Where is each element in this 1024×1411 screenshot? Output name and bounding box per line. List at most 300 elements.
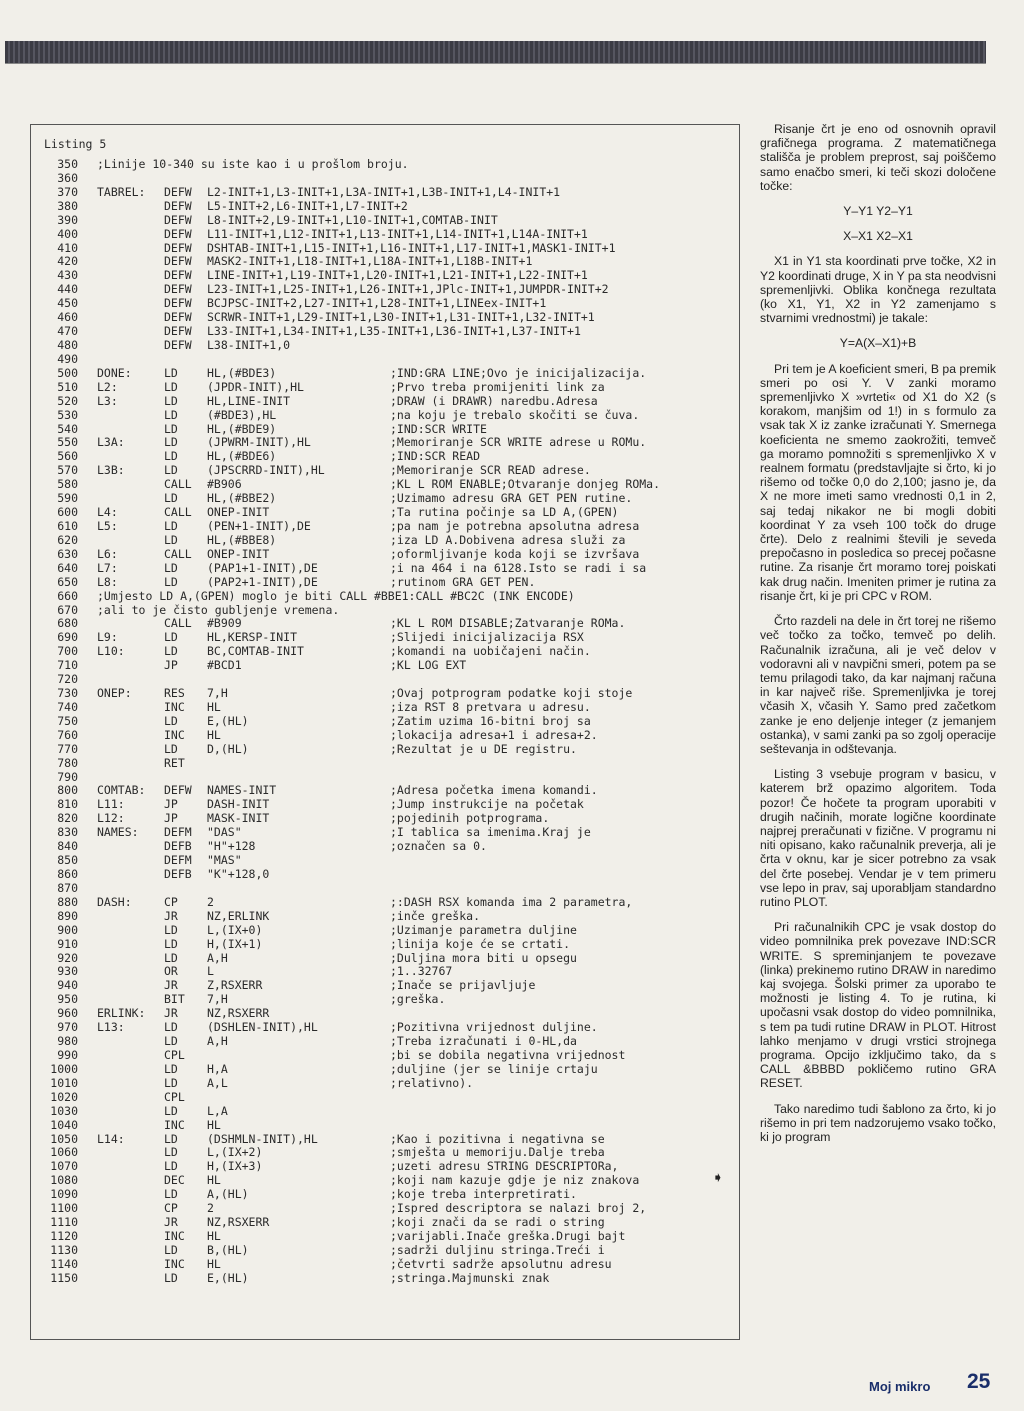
code-comment: ;Jump instrukcije na početak [390, 797, 584, 812]
code-operand: L,(IX+2) [207, 1145, 263, 1160]
code-operand: L,(IX+0) [207, 922, 263, 937]
code-line [40, 505, 740, 519]
code-opcode: JP [164, 797, 178, 812]
code-opcode: DEFM [164, 825, 192, 840]
line-number: 1080 [50, 1173, 78, 1188]
code-opcode: LD [164, 741, 178, 756]
code-opcode: DEFW [164, 783, 192, 798]
code-operand: (JPSCRRD-INIT),HL [207, 463, 325, 478]
line-number: 900 [57, 922, 78, 937]
code-comment: ;IND:SCR WRITE [390, 421, 487, 436]
code-line [40, 742, 740, 756]
code-line [40, 1006, 740, 1020]
code-operand: (#BDE3),HL [207, 407, 277, 422]
code-operand: L38-INIT+1,0 [207, 337, 291, 352]
line-number: 1030 [50, 1103, 78, 1118]
code-opcode: DEFW [164, 268, 192, 283]
code-comment: ;pa nam je potrebna apsolutna adresa [390, 518, 640, 533]
code-operand: DSHTAB-INIT+1,L15-INIT+1,L16-INIT+1,L17-INIT+1,MASK1-INIT+1 [207, 240, 616, 255]
code-opcode: DEFB [164, 839, 192, 854]
code-operand: L23-INIT+1,L25-INIT+1,L26-INIT+1,JPlc-INIT+1,JUMPDR-INIT+2 [207, 282, 609, 297]
code-line [40, 547, 740, 561]
code-line [40, 449, 740, 463]
code-line [40, 1173, 740, 1187]
code-line [40, 519, 740, 533]
line-number: 410 [57, 240, 78, 255]
code-opcode: LD [164, 922, 178, 937]
code-operand: 2 [207, 1201, 214, 1216]
code-line [40, 589, 740, 603]
code-line [40, 324, 740, 338]
code-comment: ;Treba izračunati i 0-HL,da [390, 1034, 577, 1049]
line-number: 560 [57, 449, 78, 464]
code-opcode: RET [164, 755, 185, 770]
code-comment: ;Pozitivna vrijednost duljine. [390, 1020, 598, 1035]
line-number: 1120 [50, 1228, 78, 1243]
code-operand: HL,(#BDE3) [207, 365, 277, 380]
line-number: 690 [57, 630, 78, 645]
code-opcode: CPL [164, 1089, 185, 1104]
code-opcode: DEFW [164, 240, 192, 255]
line-number: 860 [57, 867, 78, 882]
code-label: L8: [97, 574, 118, 589]
code-comment: ;Zatim uzima 16-bitni broj sa [390, 713, 591, 728]
line-number: 870 [57, 880, 78, 895]
code-line [40, 366, 740, 380]
code-opcode: LD [164, 1242, 178, 1257]
line-number: 850 [57, 853, 78, 868]
line-number: 480 [57, 337, 78, 352]
code-operand: BC,COMTAB-INIT [207, 644, 304, 659]
code-comment: ;DRAW (i DRAWR) naredbu.Adresa [390, 393, 598, 408]
code-line [40, 1118, 740, 1132]
code-opcode: INC [164, 699, 185, 714]
line-number: 540 [57, 421, 78, 436]
line-number: 940 [57, 978, 78, 993]
line-number: 980 [57, 1034, 78, 1049]
code-opcode: DEFW [164, 212, 192, 227]
code-comment: ;stringa.Majmunski znak [390, 1270, 550, 1285]
code-line [40, 1076, 740, 1090]
article-paragraph: Listing 3 vsebuje program v basicu, v katerem brž opazimo algoritem. Toda pozor! Če hočete ta program uporabiti v drugih načinih, morate logične koordinate najprej preračunati v fizične. V programu ni niti opisano, kako računalnik preverja, ali je črta v oknu, kar je sicer potrebno za vsak del črte posebej. Vendar je v tem primeru vse lepo in prav, saj uporabljam standardno rutino PLOT. [760, 767, 996, 909]
code-operand: HL [207, 727, 221, 742]
code-comment: ;Ispred descriptora se nalazi broj 2, [390, 1201, 647, 1216]
line-number: 950 [57, 992, 78, 1007]
line-number: 790 [57, 769, 78, 784]
formula-line: Y–Y1 Y2–Y1 [843, 204, 913, 219]
code-opcode: JR [164, 978, 178, 993]
code-line [40, 714, 740, 728]
code-operand: "MAS" [207, 853, 242, 868]
line-number: 570 [57, 463, 78, 478]
code-comment: ;inče greška. [390, 908, 481, 923]
code-opcode: INC [164, 1117, 185, 1132]
code-line [40, 895, 740, 909]
code-label: L3B: [97, 463, 125, 478]
line-number: 1010 [50, 1075, 78, 1090]
code-line [40, 241, 740, 255]
code-label: L13: [97, 1020, 125, 1035]
line-number: 400 [57, 226, 78, 241]
code-comment: ;KL L ROM ENABLE;Otvaranje donjeg ROMa. [390, 477, 661, 492]
code-line [40, 533, 740, 547]
code-comment: ;koji znači da se radi o string [390, 1215, 605, 1230]
line-number: 650 [57, 574, 78, 589]
line-number: 420 [57, 254, 78, 269]
code-opcode: BIT [164, 992, 185, 1007]
code-line [40, 853, 740, 867]
article-paragraph: Pri tem je A koeficient smeri, B pa premik smeri po osi Y. V zanki moramo spremenljivko X »vrteti« od X1 do X2 (s korakom, manjšim od 1!) in s formulo za vsak tak X iz zanke izračunati Y. Smernega koeficienta ne smemo zaokrožiti, temveč ga moramo pomnožiti s spremenljivko X v realnem formatu (predstavljajte si črto, ki jo rišemo od točke 0,0 do 2,100; jasno je, da X ne more imeti samo vrednosti 0,1 in 2, saj tedaj nikakor ne bi mogli dobiti koordinat Y za vseh 100 točk do druge črte). Delo z realnimi števili je seveda prepočasno in posledica so precej počasne rutine. Za risanje črt moramo torej poiskati kak drug način. Imeniten primer je rutina za risanje črt, ki je pri CPC v ROM. [760, 361, 996, 603]
line-number: 780 [57, 755, 78, 770]
code-operand: DASH-INIT [207, 797, 270, 812]
code-line [40, 937, 740, 951]
code-operand: ONEP-INIT [207, 505, 270, 520]
line-number: 430 [57, 268, 78, 283]
code-label: L4: [97, 505, 118, 520]
line-number: 440 [57, 282, 78, 297]
line-number: 380 [57, 198, 78, 213]
code-operand: SCRWR-INIT+1,L29-INIT+1,L30-INIT+1,L31-INIT+1,L32-INIT+1 [207, 310, 595, 325]
line-number: 610 [57, 518, 78, 533]
code-line [40, 672, 740, 686]
code-line [40, 227, 740, 241]
header-banner-bar [5, 41, 986, 63]
line-number: 1050 [50, 1131, 78, 1146]
line-number: 600 [57, 505, 78, 520]
code-listing [40, 157, 740, 1285]
code-line [40, 964, 740, 978]
line-number: 1040 [50, 1117, 78, 1132]
code-comment: ;oformljivanje koda koji se izvršava [390, 546, 640, 561]
code-line [40, 310, 740, 324]
code-opcode: LD [164, 1270, 178, 1285]
code-operand: A,(HL) [207, 1187, 249, 1202]
article-paragraph: Risanje črt je eno od osnovnih opravil grafičnega programa. Z matematičnega stališča je problem preprost, saj poiščemo samo enačbo smeri, ki teči skozi določene točke: [760, 122, 996, 193]
code-operand: A,H [207, 1034, 228, 1049]
code-opcode: DEFW [164, 282, 192, 297]
code-comment: ;smještа u memoriju.Dalje treba [390, 1145, 605, 1160]
code-opcode: DEFM [164, 853, 192, 868]
code-comment: ;greška. [390, 992, 446, 1007]
code-operand: L8-INIT+2,L9-INIT+1,L10-INIT+1,COMTAB-INIT [207, 212, 498, 227]
code-line [40, 268, 740, 282]
code-operand: #B909 [207, 616, 242, 631]
line-number: 1140 [50, 1256, 78, 1271]
code-line [40, 1090, 740, 1104]
code-comment: ;komandi na uobičajeni način. [390, 644, 591, 659]
line-number: 670 [57, 602, 78, 617]
line-number: 590 [57, 491, 78, 506]
code-line [40, 171, 740, 185]
code-comment: ;Uzimanje parametra duljine [390, 922, 577, 937]
code-operand: LINE-INIT+1,L19-INIT+1,L20-INIT+1,L21-INIT+1,L22-INIT+1 [207, 268, 588, 283]
code-comment: ;IND:GRA LINE;Ovo je inicijalizacija. [390, 365, 647, 380]
code-line [40, 394, 740, 408]
line-number: 550 [57, 435, 78, 450]
formula-line: Y=A(X–X1)+B [839, 336, 917, 351]
code-label: L2: [97, 379, 118, 394]
code-opcode: DEFW [164, 337, 192, 352]
code-operand: (PAP1+1-INIT),DE [207, 560, 318, 575]
code-label: DONE: [97, 365, 132, 380]
line-number: 880 [57, 894, 78, 909]
code-operand: (DSHLEN-INIT),HL [207, 1020, 318, 1035]
code-line [40, 380, 740, 394]
code-comment: ;duljine (jer se linije crtaju [390, 1061, 598, 1076]
code-opcode: JR [164, 1215, 178, 1230]
line-number: 510 [57, 379, 78, 394]
code-comment: ;KL L ROM DISABLE;Zatvaranje ROMa. [390, 616, 626, 631]
code-opcode: LD [164, 463, 178, 478]
code-comment: ;:DASH RSX komanda ima 2 parametra, [390, 894, 633, 909]
code-operand: (PEN+1-INIT),DE [207, 518, 311, 533]
code-operand: (JPDR-INIT),HL [207, 379, 304, 394]
code-line [40, 616, 740, 630]
line-number: 770 [57, 741, 78, 756]
code-opcode: LD [164, 713, 178, 728]
line-number: 580 [57, 477, 78, 492]
line-number: 520 [57, 393, 78, 408]
code-line [40, 352, 740, 366]
line-number: 1090 [50, 1187, 78, 1202]
code-opcode: JR [164, 908, 178, 923]
code-line [40, 491, 740, 505]
code-operand: 2 [207, 894, 214, 909]
code-line [40, 630, 740, 644]
code-opcode: DEFW [164, 324, 192, 339]
line-number: 810 [57, 797, 78, 812]
code-opcode: LD [164, 574, 178, 589]
code-opcode: DEFB [164, 867, 192, 882]
line-number: 800 [57, 783, 78, 798]
code-opcode: JP [164, 811, 178, 826]
code-line [40, 408, 740, 422]
line-number: 890 [57, 908, 78, 923]
code-label: COMTAB: [97, 783, 146, 798]
code-opcode: LD [164, 532, 178, 547]
line-number: 710 [57, 658, 78, 673]
line-number: 490 [57, 351, 78, 366]
line-number: 350 [57, 157, 78, 171]
line-number: 720 [57, 672, 78, 687]
code-comment: ;I tablica sa imenima.Kraj je [390, 825, 591, 840]
code-label: L5: [97, 518, 118, 533]
code-line [40, 839, 740, 853]
code-operand: A,L [207, 1075, 228, 1090]
article-paragraph: Črto razdeli na dele in črt torej ne rišemo več točko za točko, temveč po delih. Računalnik izračuna, ali je več delov v vodoravni ali v navpični smeri, potem pa se temu prilagodi tako, da kar najmanj računa in kar največ riše. Spremenljivka je torej včasih X, včasih Y. Samo pred začetkom zanke je eno deljenje integer (z jemanjem ostanka), v sami zanki pa so zgolj operacije seštevanja in odštevanja. [760, 614, 996, 756]
code-comment: ;koje treba interpretirati. [390, 1187, 577, 1202]
line-number: 1060 [50, 1145, 78, 1160]
line-number: 990 [57, 1048, 78, 1062]
code-opcode: LD [164, 644, 178, 659]
formula-line: X–X1 X2–X1 [843, 229, 913, 244]
code-comment: ;Slijedi inicijalizacija RSX [390, 630, 584, 645]
line-number: 700 [57, 644, 78, 659]
code-label: L12: [97, 811, 125, 826]
continue-arrow-icon: ➧ [712, 1170, 724, 1186]
code-line [40, 811, 740, 825]
code-operand: H,A [207, 1061, 228, 1076]
code-operand: HL [207, 1173, 221, 1188]
code-comment: ;Linije 10-340 su iste kao i u prošlom broju. [97, 157, 409, 171]
code-line [40, 1145, 740, 1159]
code-line [40, 1062, 740, 1076]
code-opcode: DEFW [164, 254, 192, 269]
line-number: 470 [57, 324, 78, 339]
code-operand: BCJPSC-INIT+2,L27-INIT+1,L28-INIT+1,LINEex-INIT+1 [207, 296, 547, 311]
code-operand: HL,LINE-INIT [207, 393, 291, 408]
code-label: L3A: [97, 435, 125, 450]
code-opcode: CALL [164, 546, 192, 561]
line-number: 360 [57, 170, 78, 185]
code-opcode: LD [164, 630, 178, 645]
code-comment: ;označen sa 0. [390, 839, 487, 854]
article-column [760, 122, 996, 1155]
code-label: L10: [97, 644, 125, 659]
code-comment: ;koji nam kazuje gdje je niz znakova [390, 1173, 640, 1188]
code-comment: ;Memoriranje SCR READ adrese. [390, 463, 591, 478]
line-number: 450 [57, 296, 78, 311]
code-line [40, 644, 740, 658]
code-operand: HL,(#BBE2) [207, 491, 277, 506]
code-operand: "K"+128,0 [207, 867, 270, 882]
code-comment: ;Memoriranje SCR WRITE adrese u ROMu. [390, 435, 647, 450]
code-operand: NZ,ERLINK [207, 908, 270, 923]
code-label: L11: [97, 797, 125, 812]
code-line [40, 282, 740, 296]
code-operand: E,(HL) [207, 1270, 249, 1285]
code-opcode: LD [164, 1061, 178, 1076]
code-opcode: JP [164, 658, 178, 673]
code-opcode: LD [164, 1103, 178, 1118]
code-line [40, 338, 740, 352]
code-comment: ;iza RST 8 pretvara u adresu. [390, 699, 591, 714]
line-number: 910 [57, 936, 78, 951]
code-line [40, 477, 740, 491]
line-number: 660 [57, 588, 78, 603]
code-line [40, 157, 740, 171]
code-line [40, 561, 740, 575]
code-line [40, 1271, 740, 1285]
code-comment: ;linija koje će se crtati. [390, 936, 571, 951]
code-line [40, 686, 740, 700]
code-operand: NZ,RSXERR [207, 1215, 270, 1230]
line-number: 1150 [50, 1270, 78, 1285]
code-opcode: CPL [164, 1048, 185, 1062]
code-operand: E,(HL) [207, 713, 249, 728]
code-comment: ;varijabli.Inače greška.Drugi bajt [390, 1228, 626, 1243]
code-comment: ;sadrži duljinu stringa.Treći i [390, 1242, 605, 1257]
magazine-name: Moj mikro [869, 1379, 931, 1394]
code-line [40, 1132, 740, 1146]
code-line [40, 603, 740, 617]
code-line [40, 1243, 740, 1257]
line-number: 500 [57, 365, 78, 380]
code-operand: HL [207, 1256, 221, 1271]
code-opcode: LD [164, 435, 178, 450]
code-opcode: DEC [164, 1173, 185, 1188]
code-operand: L,A [207, 1103, 228, 1118]
code-line [40, 1159, 740, 1173]
code-comment: ;lokacija adresa+1 i adresa+2. [390, 727, 598, 742]
code-opcode: LD [164, 936, 178, 951]
code-operand: (DSHMLN-INIT),HL [207, 1131, 318, 1146]
code-operand: A,H [207, 950, 228, 965]
code-operand: 7,H [207, 992, 228, 1007]
code-opcode: INC [164, 1228, 185, 1243]
code-comment: ;Ovaj potprogram podatke koji stoje [390, 686, 633, 701]
code-comment: ;relativno). [390, 1075, 474, 1090]
code-opcode: CALL [164, 505, 192, 520]
code-label: NAMES: [97, 825, 139, 840]
code-operand: B,(HL) [207, 1242, 249, 1257]
code-line [40, 783, 740, 797]
code-line [40, 1020, 740, 1034]
code-comment: ;Umjesto LD A,(GPEN) moglo je biti CALL #BBE1:CALL #BC2C (INK ENCODE) [97, 588, 575, 603]
line-number: 920 [57, 950, 78, 965]
code-comment: ;1..32767 [390, 964, 453, 979]
code-operand: "H"+128 [207, 839, 256, 854]
code-opcode: CALL [164, 616, 192, 631]
code-line [40, 1187, 740, 1201]
code-opcode: LD [164, 1145, 178, 1160]
code-opcode: LD [164, 365, 178, 380]
code-line [40, 700, 740, 714]
line-number: 1070 [50, 1159, 78, 1174]
code-operand: (JPWRM-INIT),HL [207, 435, 311, 450]
code-line [40, 992, 740, 1006]
code-opcode: LD [164, 393, 178, 408]
code-line [40, 199, 740, 213]
code-opcode: DEFW [164, 198, 192, 213]
code-line [40, 770, 740, 784]
code-operand: Z,RSXERR [207, 978, 263, 993]
code-operand: ONEP-INIT [207, 546, 270, 561]
code-comment: ;IND:SCR READ [390, 449, 481, 464]
line-number: 640 [57, 560, 78, 575]
article-paragraph: Tako naredimo tudi šablono za črto, ki jo rišemo in pri tem nadzorujemo vsako točko, ki jo program [760, 1101, 996, 1144]
code-operand: (PAP2+1-INIT),DE [207, 574, 318, 589]
code-operand: HL,KERSP-INIT [207, 630, 298, 645]
code-line [40, 923, 740, 937]
code-operand: MASK2-INIT+1,L18-INIT+1,L18A-INIT+1,L18B-INIT+1 [207, 254, 533, 269]
code-operand: 7,H [207, 686, 228, 701]
code-line [40, 185, 740, 199]
code-comment: ;Duljina mora biti u opsegu [390, 950, 577, 965]
code-opcode: LD [164, 950, 178, 965]
code-line [40, 1215, 740, 1229]
code-opcode: LD [164, 560, 178, 575]
code-opcode: CALL [164, 477, 192, 492]
code-comment: ;četvrti sadrže apsolutnu adresu [390, 1256, 612, 1271]
code-label: L14: [97, 1131, 125, 1146]
line-number: 960 [57, 1006, 78, 1021]
code-comment: ;Uzimamo adresu GRA GET PEN rutine. [390, 491, 633, 506]
code-opcode: INC [164, 727, 185, 742]
code-line [40, 1229, 740, 1243]
line-number: 1020 [50, 1089, 78, 1104]
code-line [40, 881, 740, 895]
code-comment: ;ali to je čisto gubljenje vremena. [97, 602, 340, 617]
code-operand: L [207, 964, 214, 979]
code-opcode: DEFW [164, 296, 192, 311]
code-opcode: LD [164, 1187, 178, 1202]
code-label: L7: [97, 560, 118, 575]
code-line [40, 1257, 740, 1271]
code-operand: HL,(#BBE8) [207, 532, 277, 547]
line-number: 750 [57, 713, 78, 728]
code-opcode: CP [164, 894, 178, 909]
